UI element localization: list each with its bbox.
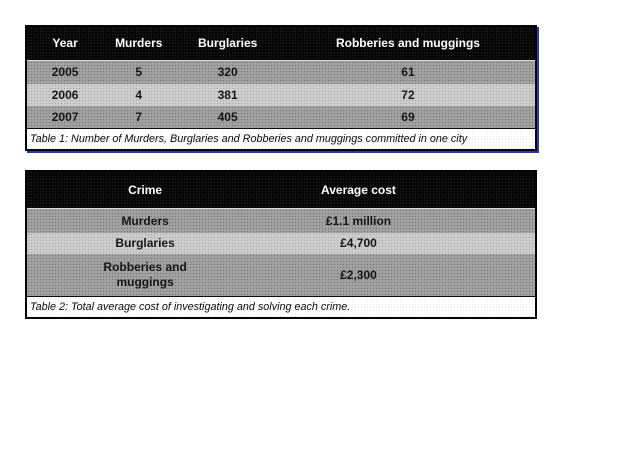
table-row	[27, 84, 535, 106]
header-cell-murders: Murders	[115, 36, 163, 51]
table-cell: 381	[217, 87, 238, 102]
table-cell: 4	[135, 87, 143, 102]
crime-cost-table	[25, 170, 537, 319]
table-row	[27, 106, 535, 128]
table-header-row	[27, 172, 535, 209]
table-cell	[27, 260, 263, 290]
header-cell-average-cost: Average cost	[321, 182, 396, 197]
table-row	[27, 254, 535, 296]
table-cell: 69	[401, 109, 415, 124]
table-header-row	[27, 27, 535, 61]
table-cell: 405	[217, 109, 238, 124]
table-cell: 72	[401, 87, 415, 102]
table-row	[27, 61, 535, 84]
table-cell: £2,300	[340, 267, 377, 282]
table-cell: £1.1 million	[325, 213, 392, 228]
header-cell-crime: Crime	[128, 182, 163, 197]
header-cell-burglaries: Burglaries	[197, 36, 258, 51]
table-cell: 61	[401, 65, 415, 80]
table-row	[27, 233, 535, 254]
table-caption: Table 1: Number of Murders, Burglaries and Robberies and muggings committed in one city	[27, 128, 535, 149]
crime-stats-table	[25, 25, 537, 151]
cell-text: Burglaries	[115, 236, 175, 250]
cell-text: Robberies and muggings	[103, 260, 187, 289]
table-cell: 2005	[51, 65, 79, 80]
table-cell	[27, 214, 263, 229]
header-cell-year: Year	[52, 36, 78, 51]
table-cell: £4,700	[340, 236, 377, 251]
table-cell	[27, 236, 263, 251]
table-cell: 320	[217, 65, 238, 80]
table-cell: 2006	[51, 87, 79, 102]
header-cell-robberies: Robberies and muggings	[335, 36, 480, 51]
table-cell: 7	[135, 109, 143, 124]
table-cell: 2007	[51, 109, 79, 124]
table-cell: 5	[135, 65, 143, 80]
table-caption: Table 2: Total average cost of investigating and solving each crime.	[27, 296, 535, 317]
cell-text: Murders	[121, 213, 169, 228]
table-row	[27, 209, 535, 233]
